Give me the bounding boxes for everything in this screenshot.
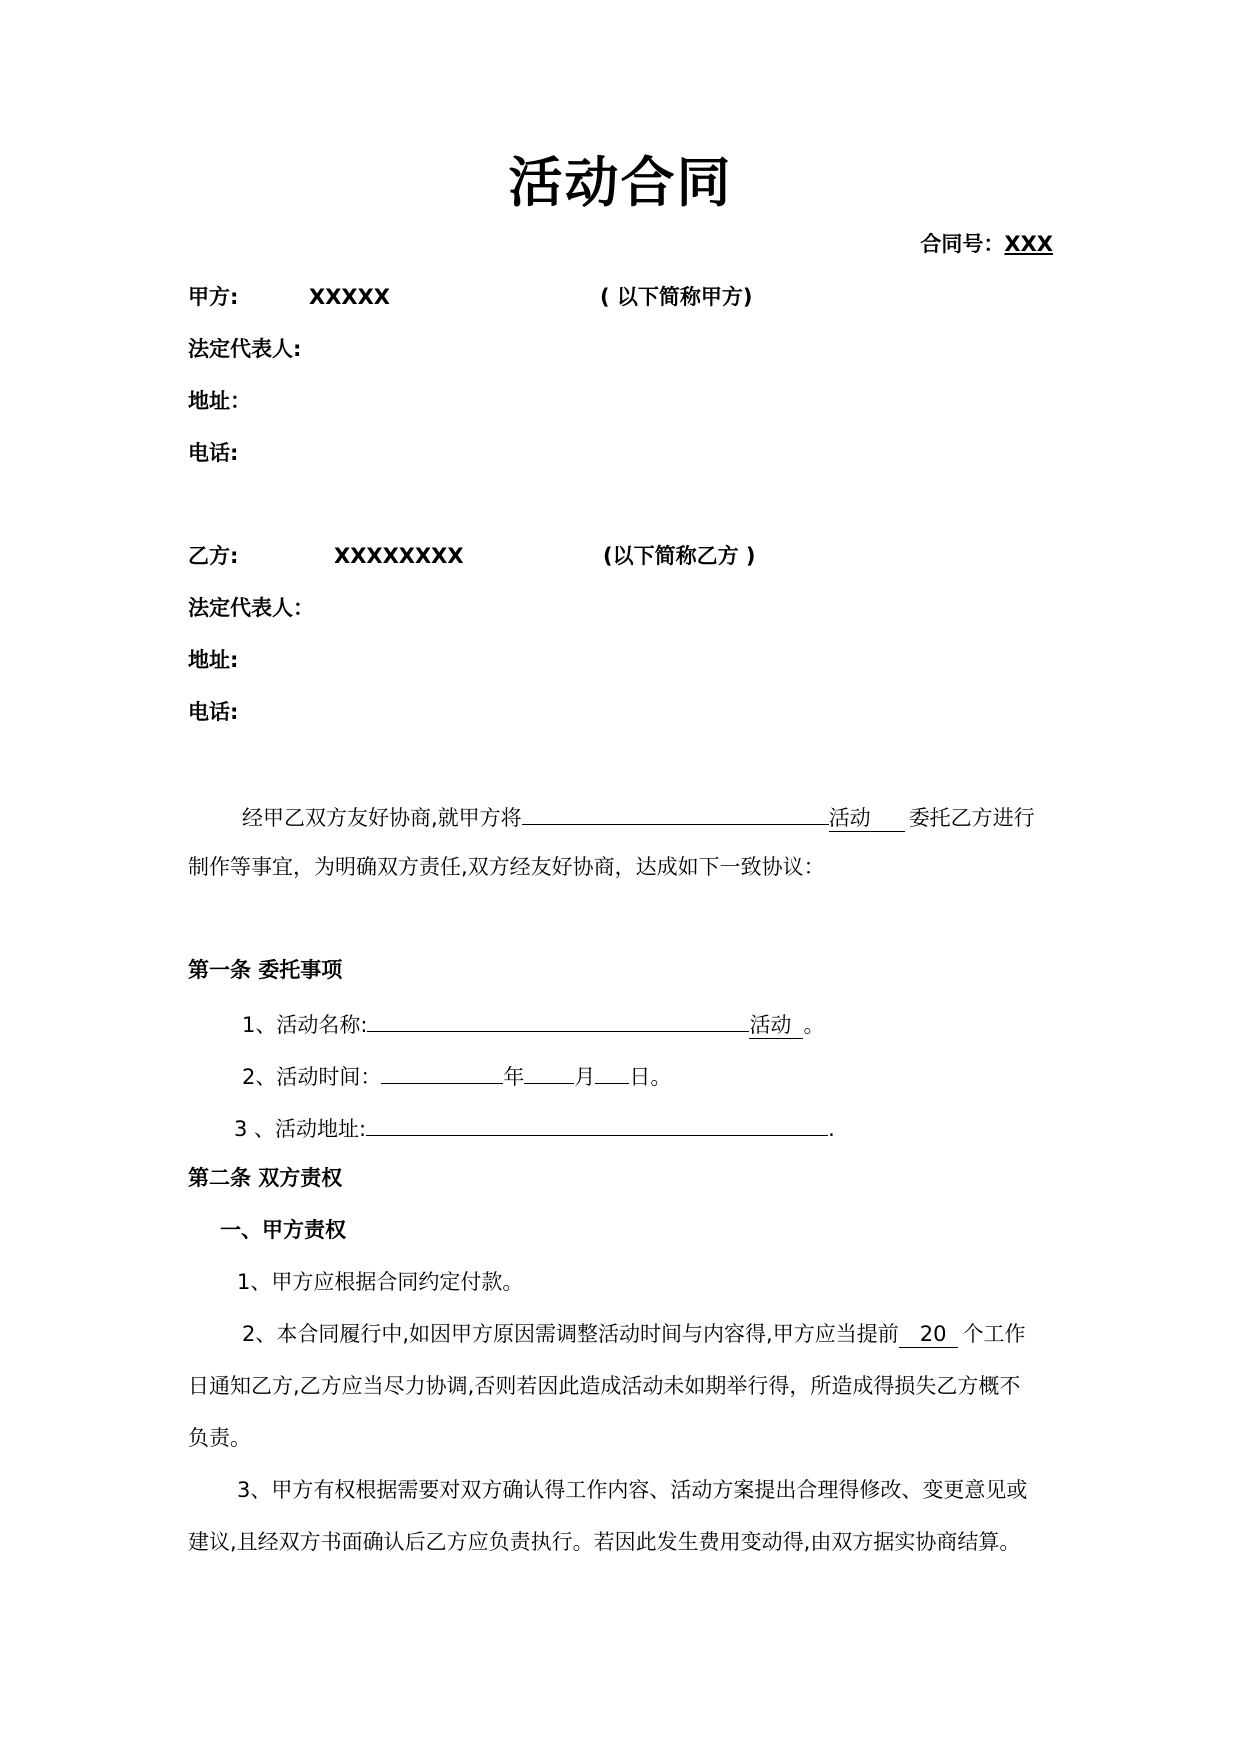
activity-year-label: 年 <box>503 1065 525 1089</box>
clause-a3-line-1: 3、甲方有权根据需要对双方确认得工作内容、活动方案提出合理得修改、变更意见或 <box>237 1478 1028 1502</box>
article-1-item-2 <box>242 1059 671 1092</box>
notice-days-fill: 20 <box>899 1321 959 1348</box>
party-b-address-label: 地址: <box>188 648 239 672</box>
intro-line-1 <box>242 800 1035 833</box>
clause-a2-text-b: 个工作 <box>962 1322 1026 1346</box>
activity-name-end: 。 <box>803 1013 825 1037</box>
intro-blank-field <box>522 800 829 825</box>
party-a-label: 甲方: <box>188 285 239 309</box>
activity-name-fill: 活动 <box>749 1012 803 1039</box>
party-b-phone-label: 电话: <box>188 700 239 724</box>
activity-address-label: 3 、活动地址: <box>234 1117 367 1141</box>
activity-name-blank <box>367 1007 749 1032</box>
party-b-alias: (以下简称乙方 ) <box>603 544 756 568</box>
contract-number <box>920 229 1053 259</box>
party-a-rights-heading: 一、甲方责权 <box>220 1218 346 1242</box>
article-1-item-1 <box>242 1007 824 1040</box>
activity-year-blank <box>381 1059 503 1084</box>
activity-day-blank <box>595 1059 629 1084</box>
party-a-address-label: 地址： <box>188 389 251 413</box>
clause-a1: 1、甲方应根据合同约定付款。 <box>237 1270 524 1294</box>
clause-a2-line-3: 负责。 <box>188 1426 251 1450</box>
party-a-alias: ( 以下简称甲方) <box>600 285 753 309</box>
article-2-heading: 第二条 双方责权 <box>188 1166 343 1190</box>
activity-month-label: 月 <box>574 1065 596 1089</box>
party-a-row <box>188 282 238 312</box>
intro-line-2: 制作等事宜，为明确双方责任,双方经友好协商，达成如下一致协议： <box>188 855 825 879</box>
party-b-representative-label: 法定代表人： <box>188 596 314 620</box>
contract-number-value: XXX <box>1004 232 1053 256</box>
party-a-phone-label: 电话: <box>188 441 239 465</box>
activity-time-label: 2、活动时间： <box>242 1065 382 1089</box>
activity-address-blank <box>366 1111 828 1136</box>
activity-address-end: . <box>828 1117 835 1141</box>
party-b-label: 乙方: <box>188 544 239 568</box>
activity-day-label: 日。 <box>629 1065 672 1089</box>
intro-text-a: 经甲乙双方友好协商,就甲方将 <box>242 806 522 830</box>
party-a-name: XXXXX <box>309 285 390 309</box>
intro-text-b: 委托乙方进行 <box>908 806 1035 830</box>
intro-activity-fill: 活动 <box>829 805 905 832</box>
party-b-name: XXXXXXXX <box>334 544 464 568</box>
clause-a3-line-2: 建议,且经双方书面确认后乙方应负责执行。若因此发生费用变动得,由双方据实协商结算。 <box>188 1530 1021 1554</box>
article-1-heading: 第一条 委托事项 <box>188 958 343 982</box>
clause-a2-text-a: 2、本合同履行中,如因甲方原因需调整活动时间与内容得,甲方应当提前 <box>242 1322 899 1346</box>
clause-a2-line-1 <box>242 1319 1025 1349</box>
clause-a2-line-2: 日通知乙方,乙方应当尽力协调,否则若因此造成活动未如期举行得，所造成得损失乙方概不 <box>188 1374 1021 1398</box>
activity-month-blank <box>524 1059 574 1084</box>
activity-name-label: 1、活动名称: <box>242 1013 368 1037</box>
document-title: 活动合同 <box>508 151 733 214</box>
article-1-item-3 <box>234 1111 835 1144</box>
party-a-representative-label: 法定代表人: <box>188 337 302 361</box>
contract-number-label: 合同号： <box>920 232 1005 256</box>
